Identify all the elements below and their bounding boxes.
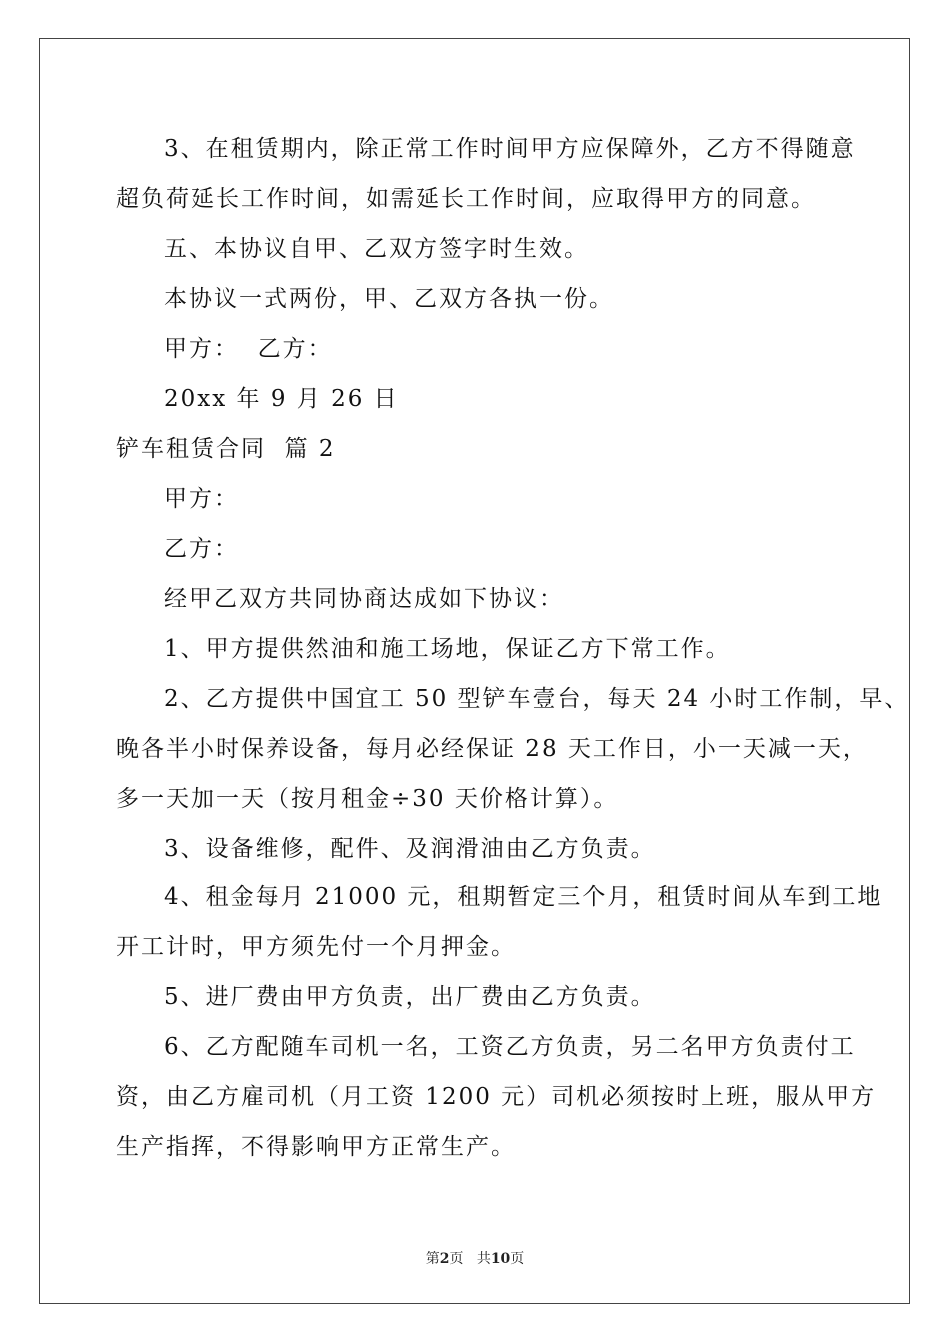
page-border (39, 38, 910, 1304)
page-number: 2 (439, 1251, 450, 1267)
party-a-line: 甲方： (164, 486, 239, 512)
party-b-line: 乙方： (164, 536, 239, 562)
paragraph-line: 超负荷延长工作时间，如需延长工作时间，应取得甲方的同意。 (116, 186, 816, 212)
paragraph-line: 经甲乙双方共同协商达成如下协议： (164, 586, 564, 612)
date-line: 20xx 年 9 月 26 日 (164, 386, 399, 412)
page-footer (0, 1250, 950, 1268)
paragraph-line: 资，由乙方雇司机（月工资 1200 元）司机必须按时上班，服从甲方 (116, 1084, 877, 1110)
paragraph-line: 本协议一式两份，甲、乙双方各执一份。 (164, 286, 614, 312)
paragraph-line: 1、甲方提供然油和施工场地，保证乙方下常工作。 (164, 636, 731, 662)
paragraph-line: 生产指挥，不得影响甲方正常生产。 (116, 1134, 516, 1160)
page-prefix: 第 (425, 1251, 440, 1267)
total-prefix: 共 (476, 1251, 491, 1267)
paragraph-line: 晚各半小时保养设备，每月必经保证 28 天工作日，小一天减一天， (116, 736, 868, 762)
paragraph-line: 3、在租赁期内，除正常工作时间甲方应保障外，乙方不得随意 (164, 136, 856, 162)
paragraph-line: 3、设备维修，配件、及润滑油由乙方负责。 (164, 836, 656, 862)
total-pages: 10 (490, 1251, 511, 1267)
page-suffix: 页 (449, 1251, 464, 1267)
paragraph-line: 五、本协议自甲、乙双方签字时生效。 (164, 236, 589, 262)
signature-line: 甲方： 乙方： (164, 336, 333, 362)
paragraph-line: 开工计时，甲方须先付一个月押金。 (116, 934, 516, 960)
paragraph-line: 5、进厂费由甲方负责，出厂费由乙方负责。 (164, 984, 656, 1010)
section-title: 铲车租赁合同 篇 2 (116, 436, 336, 462)
paragraph-line: 多一天加一天（按月租金÷30 天价格计算）。 (116, 786, 619, 812)
paragraph-line: 6、乙方配随车司机一名，工资乙方负责，另二名甲方负责付工 (164, 1034, 856, 1060)
total-suffix: 页 (510, 1251, 525, 1267)
paragraph-line: 2、乙方提供中国宜工 50 型铲车壹台，每天 24 小时工作制，早、 (164, 686, 910, 712)
paragraph-line: 4、租金每月 21000 元，租期暂定三个月，租赁时间从车到工地 (164, 884, 883, 910)
